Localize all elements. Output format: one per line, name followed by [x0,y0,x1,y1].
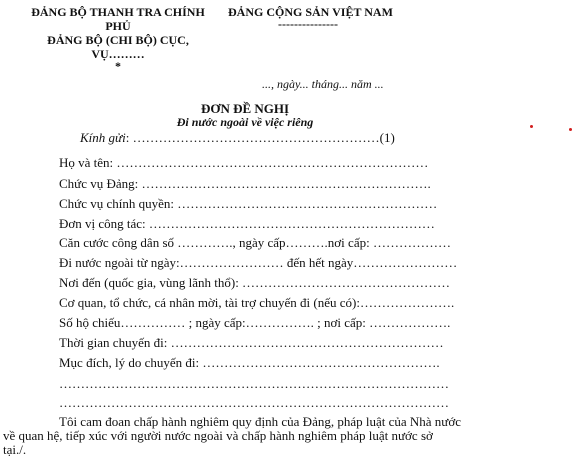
field-sponsor: Cơ quan, tổ chức, cá nhân mời, tài trợ chuyến đi (nếu có):…………………. [59,295,455,310]
date-line: ..., ngày... tháng... năm ... [262,77,384,91]
field-passport: Số hộ chiếu…………… ; ngày cấp:……………. ; nơi cấp: ………………. [59,315,451,330]
recipient-line [80,130,395,146]
commitment-line-3: tại./. [3,442,27,457]
party-branch-name-line1: ĐẢNG BỘ (CHI BỘ) CỤC, [47,33,189,47]
party-branch-name-line2: VỤ……… [91,47,145,61]
recipient-label: Kính gửi [80,130,126,145]
party-committee-name-line1: ĐẢNG BỘ THANH TRA CHÍNH [31,5,205,19]
party-name-heading: ĐẢNG CỘNG SẢN VIỆT NAM [228,5,393,19]
field-travel-dates: Đi nước ngoài từ ngày:…………………… đến hết ngày…………………… [59,255,458,270]
red-mark [569,128,572,131]
header-star: * [115,59,121,73]
field-destination: Nơi đến (quốc gia, vùng lãnh thổ): ………………………………………… [59,275,451,290]
field-extra-line: ……………………………………………………………………………… [59,395,449,410]
field-extra-line: ……………………………………………………………………………… [59,376,449,391]
field-party-position: Chức vụ Đảng: …………………………………………………………. [59,176,431,191]
heading-underline: --------------- [278,17,338,31]
field-trip-duration: Thời gian chuyến đi: ……………………………………………………… [59,335,444,350]
field-workplace: Đơn vị công tác: ………………………………………………………… [59,216,435,231]
party-committee-name-line2: PHỦ [105,19,131,33]
commitment-line-2: về quan hệ, tiếp xúc với người nước ngoài và chấp hành nghiêm pháp luật nước sở [3,428,433,443]
red-mark [530,125,533,128]
field-trip-purpose: Mục đích, lý do chuyến đi: ………………………………………………. [59,355,440,370]
recipient-value: : …………………………………………………(1) [125,130,395,145]
commitment-line-1: Tôi cam đoan chấp hành nghiêm quy định của Đảng, pháp luật của Nhà nước [59,414,461,429]
document-subtitle: Đi nước ngoài về việc riêng [176,115,314,129]
field-citizen-id: Căn cước công dân số …………., ngày cấp……….nơi cấp: ……………… [59,235,451,250]
document-title: ĐƠN ĐỀ NGHỊ [200,101,290,116]
field-full-name: Họ và tên: ……………………………………………………………… [59,155,429,170]
field-government-position: Chức vụ chính quyền: …………………………………………………… [59,196,438,211]
